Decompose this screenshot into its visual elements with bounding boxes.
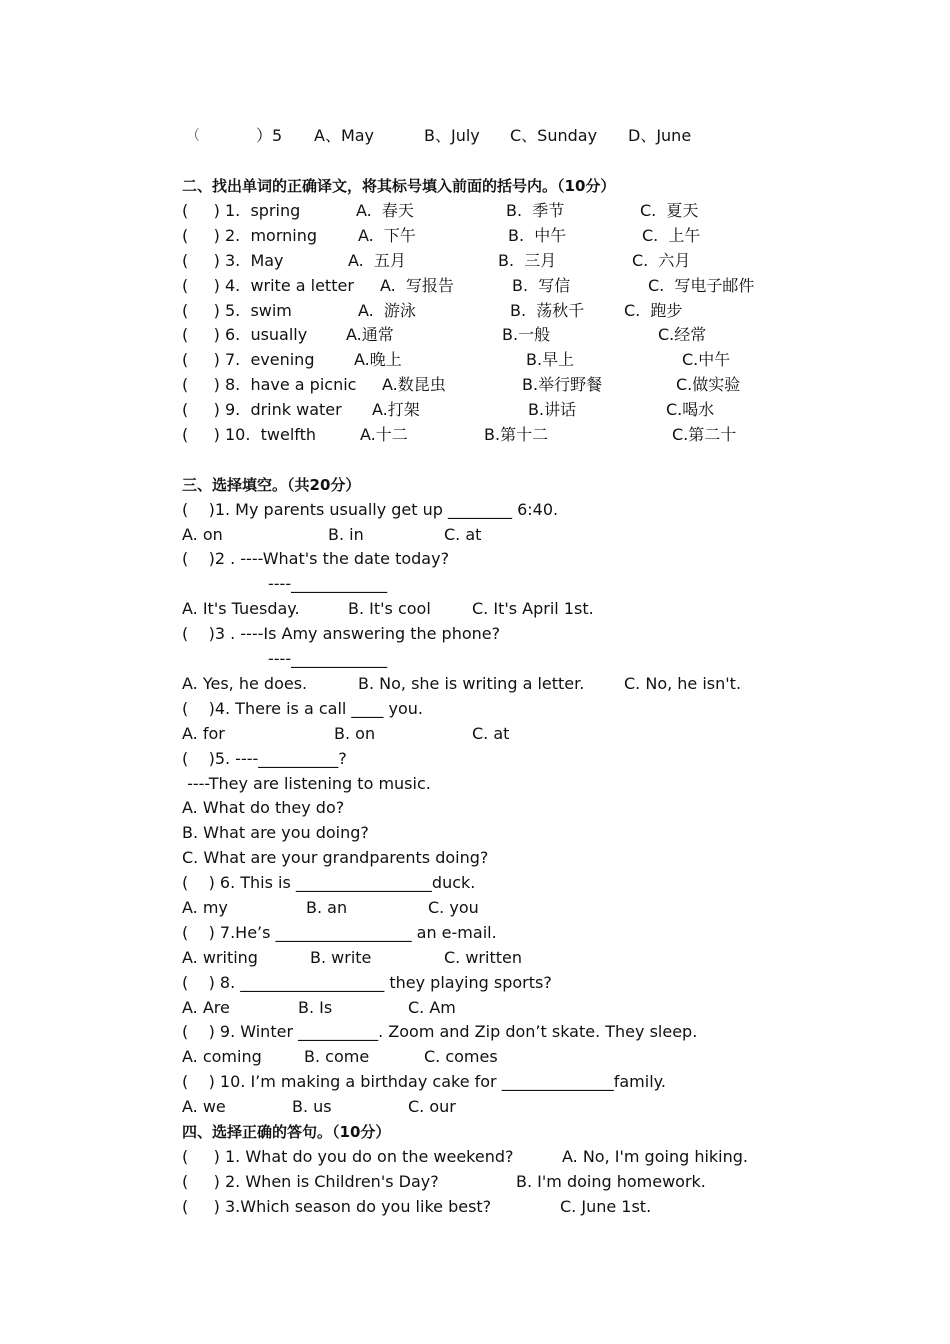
match-answer: B. I'm doing homework. — [516, 1172, 706, 1191]
option-c: C.中午 — [682, 350, 731, 369]
options-row — [182, 525, 682, 545]
vocab-row — [182, 375, 782, 395]
question-number: ）5 — [256, 126, 283, 145]
option-a: A.数昆虫 — [382, 375, 446, 394]
option-c: C. at — [444, 525, 482, 544]
vocab-question: ( ) 8. have a picnic — [182, 375, 357, 394]
options-row — [182, 948, 682, 968]
vocab-question: ( ) 4. write a letter — [182, 276, 354, 295]
option-a: A. for — [182, 724, 225, 743]
question-5-reply: ----They are listening to music. — [182, 774, 431, 793]
vocab-question: ( ) 1. spring — [182, 201, 301, 220]
options-row — [182, 1047, 682, 1067]
option-b: B.早上 — [526, 350, 575, 369]
option-b: B. 中午 — [508, 226, 567, 245]
option-b: B.一般 — [502, 325, 551, 344]
option-a: A. coming — [182, 1047, 262, 1066]
option-a: A. 五月 — [348, 251, 406, 270]
top-question-row — [186, 126, 746, 146]
option-c: C. 上午 — [642, 226, 701, 245]
option-a: A. What do they do? — [182, 798, 345, 817]
question-5: ( )5. ----__________? — [182, 749, 347, 768]
options-row — [182, 898, 682, 918]
option-d: D、June — [628, 126, 692, 145]
option-c: C. 写电子邮件 — [648, 276, 755, 295]
option-c: C. 跑步 — [624, 301, 683, 320]
section-2-title: 二、找出单词的正确译文，将其标号填入前面的括号内。（10分） — [182, 177, 616, 195]
match-answer: A. No, I'm going hiking. — [562, 1147, 749, 1166]
option-b: B. 荡秋千 — [510, 301, 585, 320]
option-c: C.第二十 — [672, 425, 737, 444]
question-7: ( ) 7.He’s _________________ an e-mail. — [182, 923, 497, 942]
option-a: A. 游泳 — [358, 301, 416, 320]
question-10: ( ) 10. I’m making a birthday cake for ______________family. — [182, 1072, 666, 1091]
vocab-question: ( ) 10. twelfth — [182, 425, 317, 444]
option-a: A. 春天 — [356, 201, 414, 220]
option-c: C.经常 — [658, 325, 707, 344]
option-c: C. Am — [408, 998, 456, 1017]
option-c: C. comes — [424, 1047, 498, 1066]
option-c: C. It's April 1st. — [472, 599, 594, 618]
option-a: A. 写报告 — [380, 276, 454, 295]
vocab-row — [182, 325, 782, 345]
option-b: B. 三月 — [498, 251, 557, 270]
answer-blank: ----____________ — [268, 574, 388, 593]
options-row — [182, 674, 782, 694]
vocab-row — [182, 425, 782, 445]
match-answer: C. June 1st. — [560, 1197, 652, 1216]
question-2: ( )2 . ----What's the date today? — [182, 549, 450, 568]
option-a: A. writing — [182, 948, 258, 967]
option-b: B. in — [328, 525, 364, 544]
option-b: B. No, she is writing a letter. — [358, 674, 585, 693]
option-a: A. on — [182, 525, 223, 544]
option-a: A.十二 — [360, 425, 408, 444]
vocab-question: ( ) 9. drink water — [182, 400, 342, 419]
option-a: A. Are — [182, 998, 230, 1017]
option-a: A. 下午 — [358, 226, 416, 245]
option-b: B. 季节 — [506, 201, 565, 220]
question-1: ( )1. My parents usually get up ________ 6:40. — [182, 500, 559, 519]
vocab-row — [182, 226, 782, 246]
answer-match-row — [182, 1172, 782, 1192]
option-a: A.晚上 — [354, 350, 402, 369]
answer-blank: ----____________ — [268, 649, 388, 668]
section-3-title: 三、选择填空。（共20分） — [182, 476, 361, 494]
option-b: B. on — [334, 724, 376, 743]
option-b: B. Is — [298, 998, 333, 1017]
vocab-row — [182, 400, 782, 420]
option-c: C. 夏天 — [640, 201, 699, 220]
option-b: B. What are you doing? — [182, 823, 369, 842]
option-a: A. we — [182, 1097, 226, 1116]
option-b: B. come — [304, 1047, 370, 1066]
option-c: C、Sunday — [510, 126, 598, 145]
option-c: C. No, he isn't. — [624, 674, 742, 693]
option-b: B.讲话 — [528, 400, 577, 419]
vocab-question: ( ) 3. May — [182, 251, 284, 270]
vocab-row — [182, 276, 782, 296]
answer-match-row — [182, 1197, 782, 1217]
option-a: A、May — [314, 126, 375, 145]
vocab-row — [182, 251, 782, 271]
match-question: ( ) 3.Which season do you like best? — [182, 1197, 492, 1216]
option-b: B. us — [292, 1097, 332, 1116]
vocab-row — [182, 201, 782, 221]
options-row — [182, 599, 682, 619]
options-row — [182, 1097, 682, 1117]
option-a: A. Yes, he does. — [182, 674, 308, 693]
option-c: C. written — [444, 948, 522, 967]
option-c: C. 六月 — [632, 251, 691, 270]
question-9: ( ) 9. Winter __________. Zoom and Zip don’t skate. They sleep. — [182, 1022, 698, 1041]
options-row — [182, 724, 682, 744]
option-b: B. write — [310, 948, 372, 967]
option-b: B. 写信 — [512, 276, 571, 295]
vocab-row — [182, 301, 782, 321]
question-4: ( )4. There is a call ____ you. — [182, 699, 423, 718]
vocab-question: ( ) 2. morning — [182, 226, 317, 245]
option-b: B. an — [306, 898, 348, 917]
option-c: C. at — [472, 724, 510, 743]
question-8: ( ) 8. __________________ they playing sports? — [182, 973, 552, 992]
answer-paren: （ — [186, 128, 200, 144]
match-question: ( ) 2. When is Children's Day? — [182, 1172, 439, 1191]
vocab-question: ( ) 7. evening — [182, 350, 315, 369]
option-b: B. It's cool — [348, 599, 431, 618]
question-6: ( ) 6. This is _________________duck. — [182, 873, 476, 892]
vocab-question: ( ) 5. swim — [182, 301, 292, 320]
answer-match-row — [182, 1147, 782, 1167]
vocab-question: ( ) 6. usually — [182, 325, 308, 344]
option-b: B.第十二 — [484, 425, 549, 444]
option-c: C. our — [408, 1097, 456, 1116]
option-c: C. you — [428, 898, 479, 917]
option-a: A. my — [182, 898, 228, 917]
option-c: C. What are your grandparents doing? — [182, 848, 489, 867]
option-a: A.通常 — [346, 325, 394, 344]
question-3: ( )3 . ----Is Amy answering the phone? — [182, 624, 501, 643]
option-c: C.喝水 — [666, 400, 715, 419]
section-4-title: 四、选择正确的答句。（10分） — [182, 1123, 391, 1141]
vocab-row — [182, 350, 782, 370]
option-b: B.举行野餐 — [522, 375, 603, 394]
option-a: A. It's Tuesday. — [182, 599, 300, 618]
option-c: C.做实验 — [676, 375, 741, 394]
match-question: ( ) 1. What do you do on the weekend? — [182, 1147, 514, 1166]
option-b: B、July — [424, 126, 480, 145]
option-a: A.打架 — [372, 400, 420, 419]
options-row — [182, 998, 682, 1018]
